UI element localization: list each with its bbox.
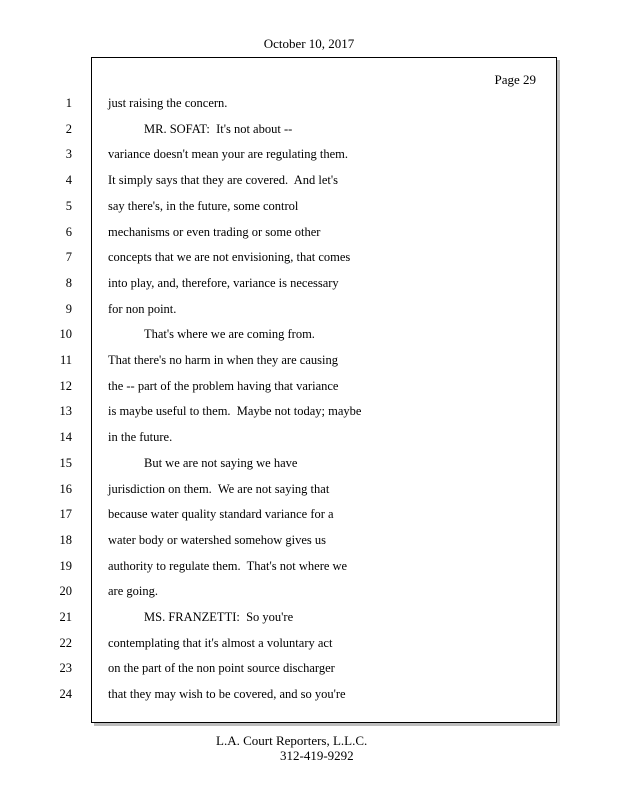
transcript-line: [65, 171, 552, 189]
line-number: 23: [59, 661, 72, 676]
transcript-date: October 10, 2017: [263, 36, 355, 51]
transcript-line: [59, 377, 552, 395]
line-text: that they may wish to be covered, and so you're: [108, 687, 346, 702]
line-number: 22: [59, 635, 72, 650]
transcript-line: [65, 223, 552, 241]
transcript-line: [65, 145, 552, 163]
transcript-line: [65, 197, 552, 215]
line-number: 2: [65, 121, 72, 136]
line-number: 6: [65, 224, 72, 239]
line-number: 14: [59, 430, 72, 445]
line-number: 10: [59, 327, 72, 342]
line-text: because water quality standard variance for a: [108, 507, 334, 522]
line-text: the -- part of the problem having that variance: [108, 378, 339, 393]
line-text: concepts that we are not envisioning, that comes: [108, 250, 351, 265]
line-number: 5: [65, 198, 72, 213]
line-text: But we are not saying we have: [144, 455, 298, 470]
line-number: 17: [59, 507, 72, 522]
line-text: That's where we are coming from.: [144, 327, 315, 342]
transcript-line: [59, 608, 552, 626]
line-text: on the part of the non point source discharger: [108, 661, 335, 676]
transcript-line: [59, 582, 552, 600]
transcript-line: [59, 402, 552, 420]
transcript-line: [59, 428, 552, 446]
line-text: just raising the concern.: [108, 96, 228, 110]
line-number: 9: [65, 301, 72, 316]
transcript-line: [59, 325, 552, 343]
transcript-line: [59, 531, 552, 549]
line-text: MS. FRANZETTI: So you're: [144, 610, 294, 624]
line-text: variance doesn't mean your are regulating them.: [108, 147, 349, 162]
transcript-line: [65, 120, 552, 138]
line-number: 12: [59, 378, 72, 393]
line-number: 16: [59, 481, 72, 496]
line-text: say there's, in the future, some control: [108, 198, 299, 213]
line-text: authority to regulate them. That's not where we: [108, 558, 348, 573]
line-text: That there's no harm in when they are causing: [108, 353, 338, 367]
line-number: 4: [65, 173, 72, 188]
line-text: contemplating that it's almost a voluntary act: [108, 635, 333, 650]
line-number: 7: [65, 250, 72, 265]
line-text: in the future.: [108, 430, 173, 445]
line-text: mechanisms or even trading or some other: [108, 224, 321, 239]
line-number: 3: [65, 147, 72, 162]
line-text: into play, and, therefore, variance is necessary: [108, 275, 339, 290]
line-number: 15: [59, 455, 72, 470]
line-number: 1: [65, 96, 72, 110]
transcript-page: [59, 57, 557, 723]
line-text: MR. SOFAT: It's not about --: [144, 121, 293, 136]
line-number: 8: [65, 275, 72, 290]
line-number: 20: [59, 584, 72, 599]
line-text: is maybe useful to them. Maybe not today; maybe: [108, 404, 362, 419]
line-number: 21: [59, 610, 72, 624]
page-number: Page 29: [494, 72, 536, 87]
transcript-line: [59, 659, 552, 677]
line-number: 13: [59, 404, 72, 419]
line-number: 19: [59, 558, 72, 573]
transcript-line: [59, 454, 552, 472]
transcript-line: [65, 300, 552, 318]
transcript-line: [65, 94, 552, 112]
line-text: for non point.: [108, 301, 177, 316]
line-number: 18: [59, 532, 72, 547]
line-number: 24: [59, 687, 72, 702]
transcript-line: [65, 248, 552, 266]
line-text: It simply says that they are covered. And let's: [108, 173, 338, 188]
transcript-line: [59, 634, 552, 652]
transcript-line: [59, 557, 552, 575]
transcript-line: [59, 685, 552, 703]
footer-company: L.A. Court Reporters, L.L.C.: [216, 733, 368, 748]
transcript-line: [59, 351, 552, 369]
line-number: 11: [59, 353, 72, 367]
transcript-line: [65, 274, 552, 292]
line-text: are going.: [108, 584, 158, 599]
line-text: water body or watershed somehow gives us: [108, 532, 327, 547]
transcript-line: [59, 480, 552, 498]
footer-phone: 312-419-9292: [280, 748, 354, 763]
line-text: jurisdiction on them. We are not saying that: [108, 481, 330, 496]
transcript-line: [59, 505, 552, 523]
